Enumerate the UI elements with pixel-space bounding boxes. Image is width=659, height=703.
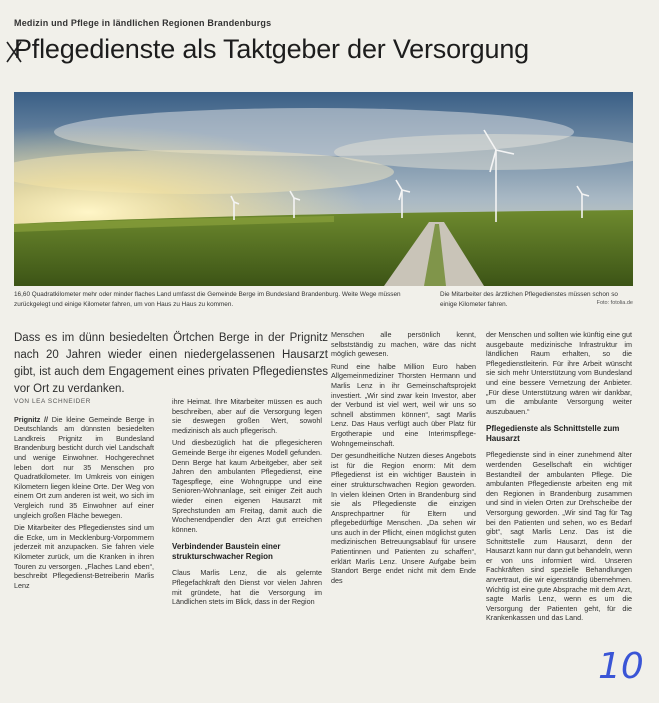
dateline: Prignitz // <box>14 414 49 424</box>
paragraph: Die Mitarbeiter des Pflegedienstes sind um die Ecke, um in Mecklenburg-Vorpommern jederzeit mit anzupacken. Sie fahren viele Kilometer zurück, um die Kranken in ihren Touren zu versorgen. „Flaches Land eben“, beschreibt Pflegedienst-Betreiberin Marlis Lenz <box>14 523 154 590</box>
paragraph: Claus Marlis Lenz, die als gelernte Pflegefachkraft den Dienst vor vielen Jahren mit gründete, hat die Versorgung im Ländlichen stets im Blick, dass in der Region <box>172 568 322 607</box>
article-column-3 <box>331 330 476 588</box>
photo-credit: Foto: fotolia.de <box>596 300 633 306</box>
photo-caption-right: Die Mitarbeiter des ärztlichen Pflegedienstes müssen schon so einige Kilometer fahren. <box>440 291 618 308</box>
article-lead: Dass es im dünn besiedelten Örtchen Berge in der Prignitz nach 20 Jahren wieder einen niedergelassenen Hausarzt gibt, ist auch dem Engagement eines privaten Pflegedienstes vor Ort zu verdanken. <box>14 332 328 395</box>
subheading: Verbindender Baustein einer strukturschwacher Region <box>172 542 281 562</box>
handwritten-page-number: 10 <box>598 646 644 687</box>
byline: VON LEA SCHNEIDER <box>14 398 91 405</box>
paragraph: Pflegedienste sind in einer zunehmend älter werdenden Gesellschaft ein wichtiger Bestandteil der ambulanten Pflege. Die ambulanten Pflegedienste arbeiten eng mit den Regionen in Brandenburg zusammen und sind in vielen Orten zur Drehscheibe der Versorgung geworden. „Wir sind Tag für Tag bei den Patienten und sehen, wo es Bedarf gibt“, sagt Marlis Lenz. Das ist die Schnittstelle zum Hausarzt, denn der Hausarzt kann nur dann gut behandeln, wenn er von uns informiert wird. Unseren Fachkräften sind spezielle Behandlungen anvertraut, die wir eigenständig übernehmen. Wichtig ist eine gute Absprache mit dem Arzt, sagte Marlis Lenz, wenn es um die Versorgung der Patienten geht, für die Krankenkassen und das Land. <box>486 450 632 623</box>
paragraph: Der gesundheitliche Nutzen dieses Angebots ist für die Region enorm: Mit dem Pflegedienst ist ein wichtiger Baustein in einer strukturschwachen Region geworden. In vielen kleinen Orten in Brandenburg sind sie als Pflegedienste die einzigen Ansprechpartner für Eltern und pflegebedürftige Menschen. „Da sehen wir uns auch in der Pflicht, einen möglichst guten medizinischen Betreuungsablauf für unsere Patientinnen und Patienten zu schaffen“, erklärt Marlis Lenz. Unsere Aufgabe beim Standort Berge endet nicht mit dem Ende des <box>331 451 476 585</box>
paragraph: der Menschen und sollten wie künftig eine gut ausgebaute medizinische Infrastruktur im ländlichen Raum erhalten, so die Pflegedienstleiterin. Für ihre Arbeit wünscht sie sich mehr Unterstützung vom Bundesland und eine bessere Vernetzung der Anbieter. „Für diese Unterstützung wären wir dankbar, um die ambulante Versorgung weiter auszubauen.“ <box>486 330 632 416</box>
landscape-photo <box>14 92 633 286</box>
article-column-4 <box>486 330 632 626</box>
paragraph-text: Die kleine Gemeinde Berge in Deutschlands am dünnsten besiedelten Landkreis Prignitz im Bundesland Brandenburg besticht durch viel Landschaft und wenige Einwohner. Hochgerechnet leben dort nur 35 Menschen pro Quadratkilometer. Im Umkreis von einigen Kilometern liegen kleine Orte. Der Weg von einem Ort zum anderen ist weit, wo sich im Vergleich rund 35 Einwohner auf einer ungleich großen Fläche bewegen. <box>14 414 155 520</box>
kicker-line: Medizin und Pflege in ländlichen Regionen Brandenburgs <box>14 18 272 28</box>
wind-farm-photo-illustration <box>14 92 633 286</box>
article-column-1 <box>14 397 154 593</box>
paragraph: Menschen alle persönlich kennt, selbstständig zu machen, wäre das nicht möglich gewesen. <box>331 330 476 359</box>
paragraph: Und diesbezüglich hat die pflegesicheren Gemeinde Berge ihr eigenes Modell gefunden. Denn Berge hat kaum Arbeitgeber, aber seit Jahren den ambulanten Pflegedienst, eine Tagespflege, eine Wohngruppe und eine Senioren-Wohnanlage, seit einiger Zeit auch wieder einen eigenen Hausarzt mit Sprechstunden am Freitag, damit auch die Wochenendpendler den Arzt gut erreichen können. <box>172 438 322 534</box>
paragraph: Rund eine halbe Million Euro haben Allgemeinmediziner Thorsten Hermann und Marlis Lenz in ihr Gemeinschaftsprojekt investiert. „Wir sind zwar kein Investor, aber der Verbund ist viel wert, weil wir uns so schnell abstimmen können“, sagt Marlis Lenz. Das Haus verfügt auch über Platz für Ergotherapie und eine Interimspflege-Wohngemeinschaft. <box>331 361 476 448</box>
subheading: Pflegedienste als Schnittstelle zum Hausarzt <box>486 424 620 444</box>
paragraph <box>14 415 154 521</box>
photo-caption-left: 16,60 Quadratkilometer mehr oder minder flaches Land umfasst die Gemeinde Berge im Bundesland Brandenburg. Weite Wege müssen zurückgelegt und einige Kilometer fahren, um von Haus zu Haus zu kommen. <box>14 291 401 308</box>
article-column-2 <box>172 397 322 610</box>
paragraph: ihre Heimat. Ihre Mitarbeiter müssen es auch beschreiben, aber auf die Versorgung legen sie deswegen großen Wert, sowohl medizinisch als auch pflegerisch. <box>172 397 322 435</box>
article-headline: Pflegedienste als Taktgeber der Versorgung <box>14 34 529 64</box>
